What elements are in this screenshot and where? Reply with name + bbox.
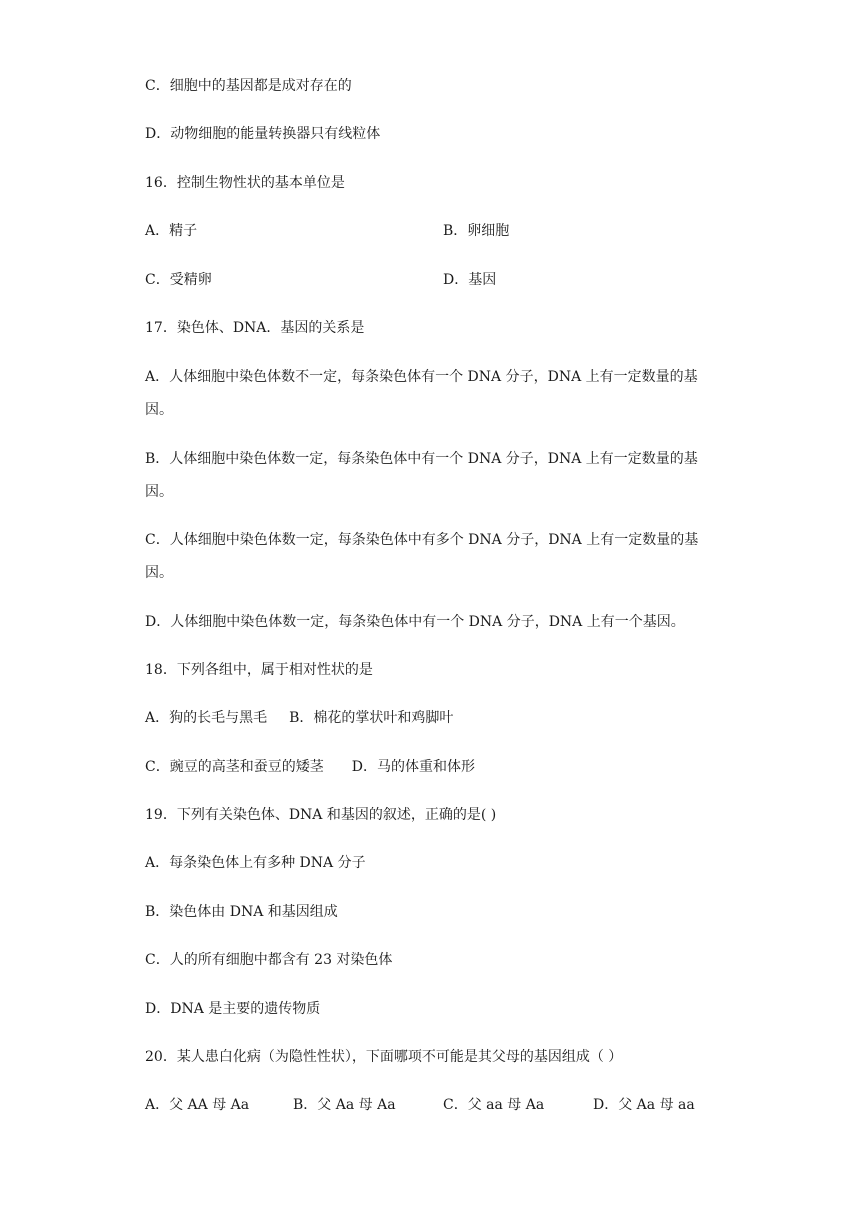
q18-options-row1 bbox=[145, 708, 453, 728]
q17-option-a-line1: A．人体细胞中染色体数不一定，每条染色体有一个 DNA 分子，DNA 上有一定数量的基 bbox=[145, 369, 698, 385]
q20-option-a: A．父 AA 母 Aa bbox=[145, 1097, 250, 1113]
q18-option-c: C．豌豆的高茎和蚕豆的矮茎 bbox=[145, 759, 324, 775]
q19-stem: 19．下列有关染色体、DNA 和基因的叙述，正确的是( ) bbox=[145, 807, 497, 823]
q17-option-d: D．人体细胞中染色体数一定，每条染色体中有一个 DNA 分子，DNA 上有一个基因。 bbox=[145, 614, 685, 630]
q15-option-c: C．细胞中的基因都是成对存在的 bbox=[145, 78, 352, 94]
q20-option-d: D．父 Aa 母 aa bbox=[593, 1097, 695, 1113]
q16-stem: 16．控制生物性状的基本单位是 bbox=[145, 175, 345, 191]
q19-option-d: D．DNA 是主要的遗传物质 bbox=[145, 1001, 321, 1017]
q18-option-d: D．马的体重和体形 bbox=[351, 759, 475, 775]
q18-options-row2 bbox=[145, 757, 475, 777]
q17-option-b-line1: B．人体细胞中染色体数一定，每条染色体中有一个 DNA 分子，DNA 上有一定数量的基 bbox=[145, 451, 698, 467]
q17-option-c-line1: C．人体细胞中染色体数一定，每条染色体中有多个 DNA 分子，DNA 上有一定数量的基 bbox=[145, 532, 699, 548]
q16-option-c: C．受精卵 bbox=[145, 272, 212, 288]
q17-option-c-line2: 因。 bbox=[145, 565, 173, 581]
q19-option-c: C．人的所有细胞中都含有 23 对染色体 bbox=[145, 952, 393, 968]
q19-option-b: B．染色体由 DNA 和基因组成 bbox=[145, 904, 338, 920]
q18-stem: 18．下列各组中，属于相对性状的是 bbox=[145, 662, 373, 678]
q17-option-a-line2: 因。 bbox=[145, 402, 173, 418]
q16-option-b: B．卵细胞 bbox=[443, 223, 510, 239]
q15-option-d: D．动物细胞的能量转换器只有线粒体 bbox=[145, 126, 381, 142]
q17-option-b-line2: 因。 bbox=[145, 484, 173, 500]
q19-option-a: A．每条染色体上有多种 DNA 分子 bbox=[145, 855, 366, 871]
q16-option-a: A．精子 bbox=[145, 223, 198, 239]
q20-option-c: C．父 aa 母 Aa bbox=[443, 1097, 545, 1113]
q18-option-a: A．狗的长毛与黑毛 bbox=[145, 710, 268, 726]
q16-option-d: D．基因 bbox=[443, 272, 497, 288]
q20-stem: 20．某人患白化病（为隐性性状），下面哪项不可能是其父母的基因组成（ ） bbox=[145, 1049, 623, 1065]
q17-stem: 17．染色体、DNA．基因的关系是 bbox=[145, 320, 365, 336]
q18-option-b: B．棉花的掌状叶和鸡脚叶 bbox=[289, 710, 454, 726]
q20-option-b: B．父 Aa 母 Aa bbox=[293, 1097, 396, 1113]
